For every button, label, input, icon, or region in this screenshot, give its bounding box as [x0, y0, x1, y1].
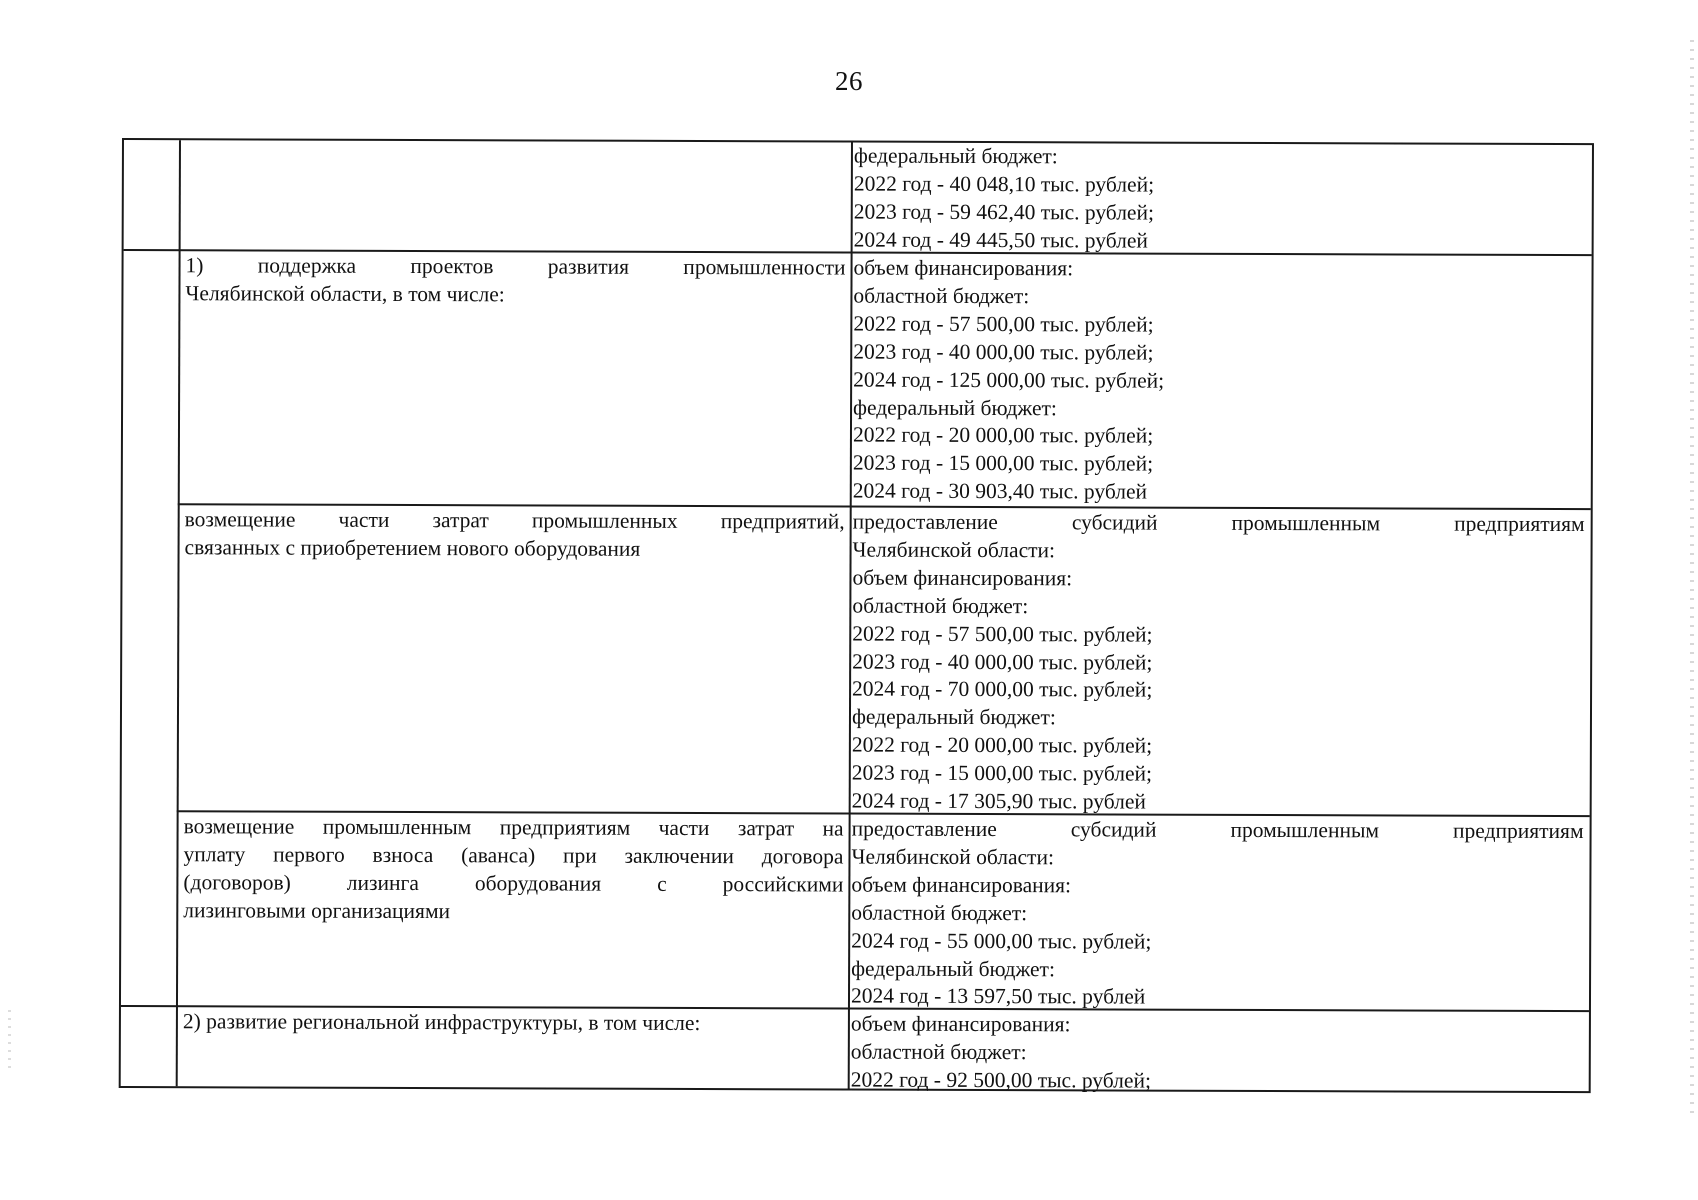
scan-edge-artifact	[1690, 40, 1694, 1120]
row-3-financing-line-5: 2022 год - 57 500,00 тыс. рублей;	[852, 621, 1153, 647]
row-2-financing-line-8: 2023 год - 15 000,00 тыс. рублей;	[852, 450, 1154, 476]
row-4-financing-line-7: 2024 год - 13 597,50 тыс. рублей	[850, 983, 1146, 1010]
row-2-financing-cell	[853, 255, 1579, 509]
row-2-financing-line-3: 2022 год - 57 500,00 тыс. рублей;	[853, 311, 1154, 337]
column-divider-1	[176, 140, 181, 1086]
row-2-measure-cell	[185, 252, 845, 310]
row-2-financing-line-2: областной бюджет:	[853, 283, 1030, 309]
row-2-measure-line-2: Челябинской области, в том числе:	[185, 281, 505, 307]
page-number: 26	[835, 66, 863, 96]
row-2-financing-line-5: 2024 год - 125 000,00 тыс. рублей;	[853, 367, 1165, 393]
row-3-financing-cell	[852, 509, 1585, 819]
row-2-measure-line-1: 1) поддержка проектов развития промышленности	[185, 253, 846, 280]
row-3-measure-cell	[185, 506, 845, 564]
row-4-financing-cell	[851, 816, 1584, 1014]
row-3-financing-line-2: Челябинской области:	[852, 537, 1056, 563]
row-1-financing-line-4: 2024 год - 49 445,50 тыс. рублей	[853, 227, 1148, 253]
row-3-financing-line-4: областной бюджет:	[852, 593, 1029, 618]
row-3-financing-line-9: 2022 год - 20 000,00 тыс. рублей;	[851, 732, 1153, 758]
row-2-financing-line-1: объем финансирования:	[853, 255, 1074, 281]
row-3-financing-line-8: федеральный бюджет:	[851, 704, 1056, 730]
row-3-financing-line-11: 2024 год - 17 305,90 тыс. рублей	[851, 788, 1146, 814]
row-5-financing-line-1: объем финансирования:	[850, 1011, 1071, 1037]
row-5-financing-line-2: областной бюджет:	[850, 1039, 1027, 1065]
row-4-financing-line-1: предоставление субсидий промышленным предприятиям	[851, 816, 1584, 844]
row-5-financing-cell	[851, 1011, 1576, 1097]
row-3-financing-line-6: 2023 год - 40 000,00 тыс. рублей;	[852, 649, 1153, 675]
row-4-measure-line-4: лизинговыми организациями	[183, 897, 451, 923]
row-4-financing-line-2: Челябинской области:	[851, 844, 1055, 870]
row-4-measure-cell	[183, 813, 843, 927]
row-4-financing-line-5: 2024 год - 55 000,00 тыс. рублей;	[851, 928, 1152, 954]
row-5-measure-line-1: 2) развитие региональной инфраструктуры, в том числе:	[182, 1009, 701, 1036]
row-4-financing-line-3: объем финансирования:	[851, 872, 1072, 898]
row-3-financing-line-3: объем финансирования:	[852, 565, 1073, 591]
row-4-measure-line-1: возмещение промышленным предприятиям части затрат на	[183, 814, 844, 841]
row-4-financing-line-6: федеральный бюджет:	[851, 956, 1056, 981]
row-4-financing-line-4: областной бюджет:	[851, 900, 1028, 925]
row-3-measure-line-1: возмещение части затрат промышленных предприятий,	[184, 507, 845, 534]
row-4-measure-line-3: (договоров) лизинга оборудования с российскими	[183, 870, 844, 897]
row-2-financing-line-9: 2024 год - 30 903,40 тыс. рублей	[852, 478, 1148, 504]
row-1-financing-line-2: 2022 год - 40 048,10 тыс. рублей;	[853, 171, 1155, 197]
financing-table	[119, 138, 1594, 1093]
row-3-measure-line-2: связанных с приобретением нового оборудования	[184, 535, 641, 561]
row-1-financing-line-1: федеральный бюджет:	[853, 143, 1058, 169]
row-5-measure-cell	[183, 1008, 843, 1038]
row-4-measure-line-2: уплату первого взноса (аванса) при заключении договора	[183, 842, 844, 869]
row-5-financing-line-3: 2022 год - 92 500,00 тыс. рублей;	[850, 1067, 1151, 1093]
row-2-financing-line-7: 2022 год - 20 000,00 тыс. рублей;	[852, 422, 1154, 449]
row-2-financing-line-4: 2023 год - 40 000,00 тыс. рублей;	[853, 339, 1154, 365]
row-3-financing-line-10: 2023 год - 15 000,00 тыс. рублей;	[851, 760, 1153, 786]
scan-edge-artifact-left	[8, 1010, 11, 1070]
row-1-financing-line-3: 2023 год - 59 462,40 тыс. рублей;	[853, 199, 1155, 225]
row-3-financing-line-1: предоставление субсидий промышленным предприятиям	[852, 509, 1585, 537]
row-2-financing-line-6: федеральный бюджет:	[853, 395, 1057, 420]
row-1-financing-cell	[854, 143, 1579, 257]
row-3-financing-line-7: 2024 год - 70 000,00 тыс. рублей;	[852, 676, 1153, 703]
